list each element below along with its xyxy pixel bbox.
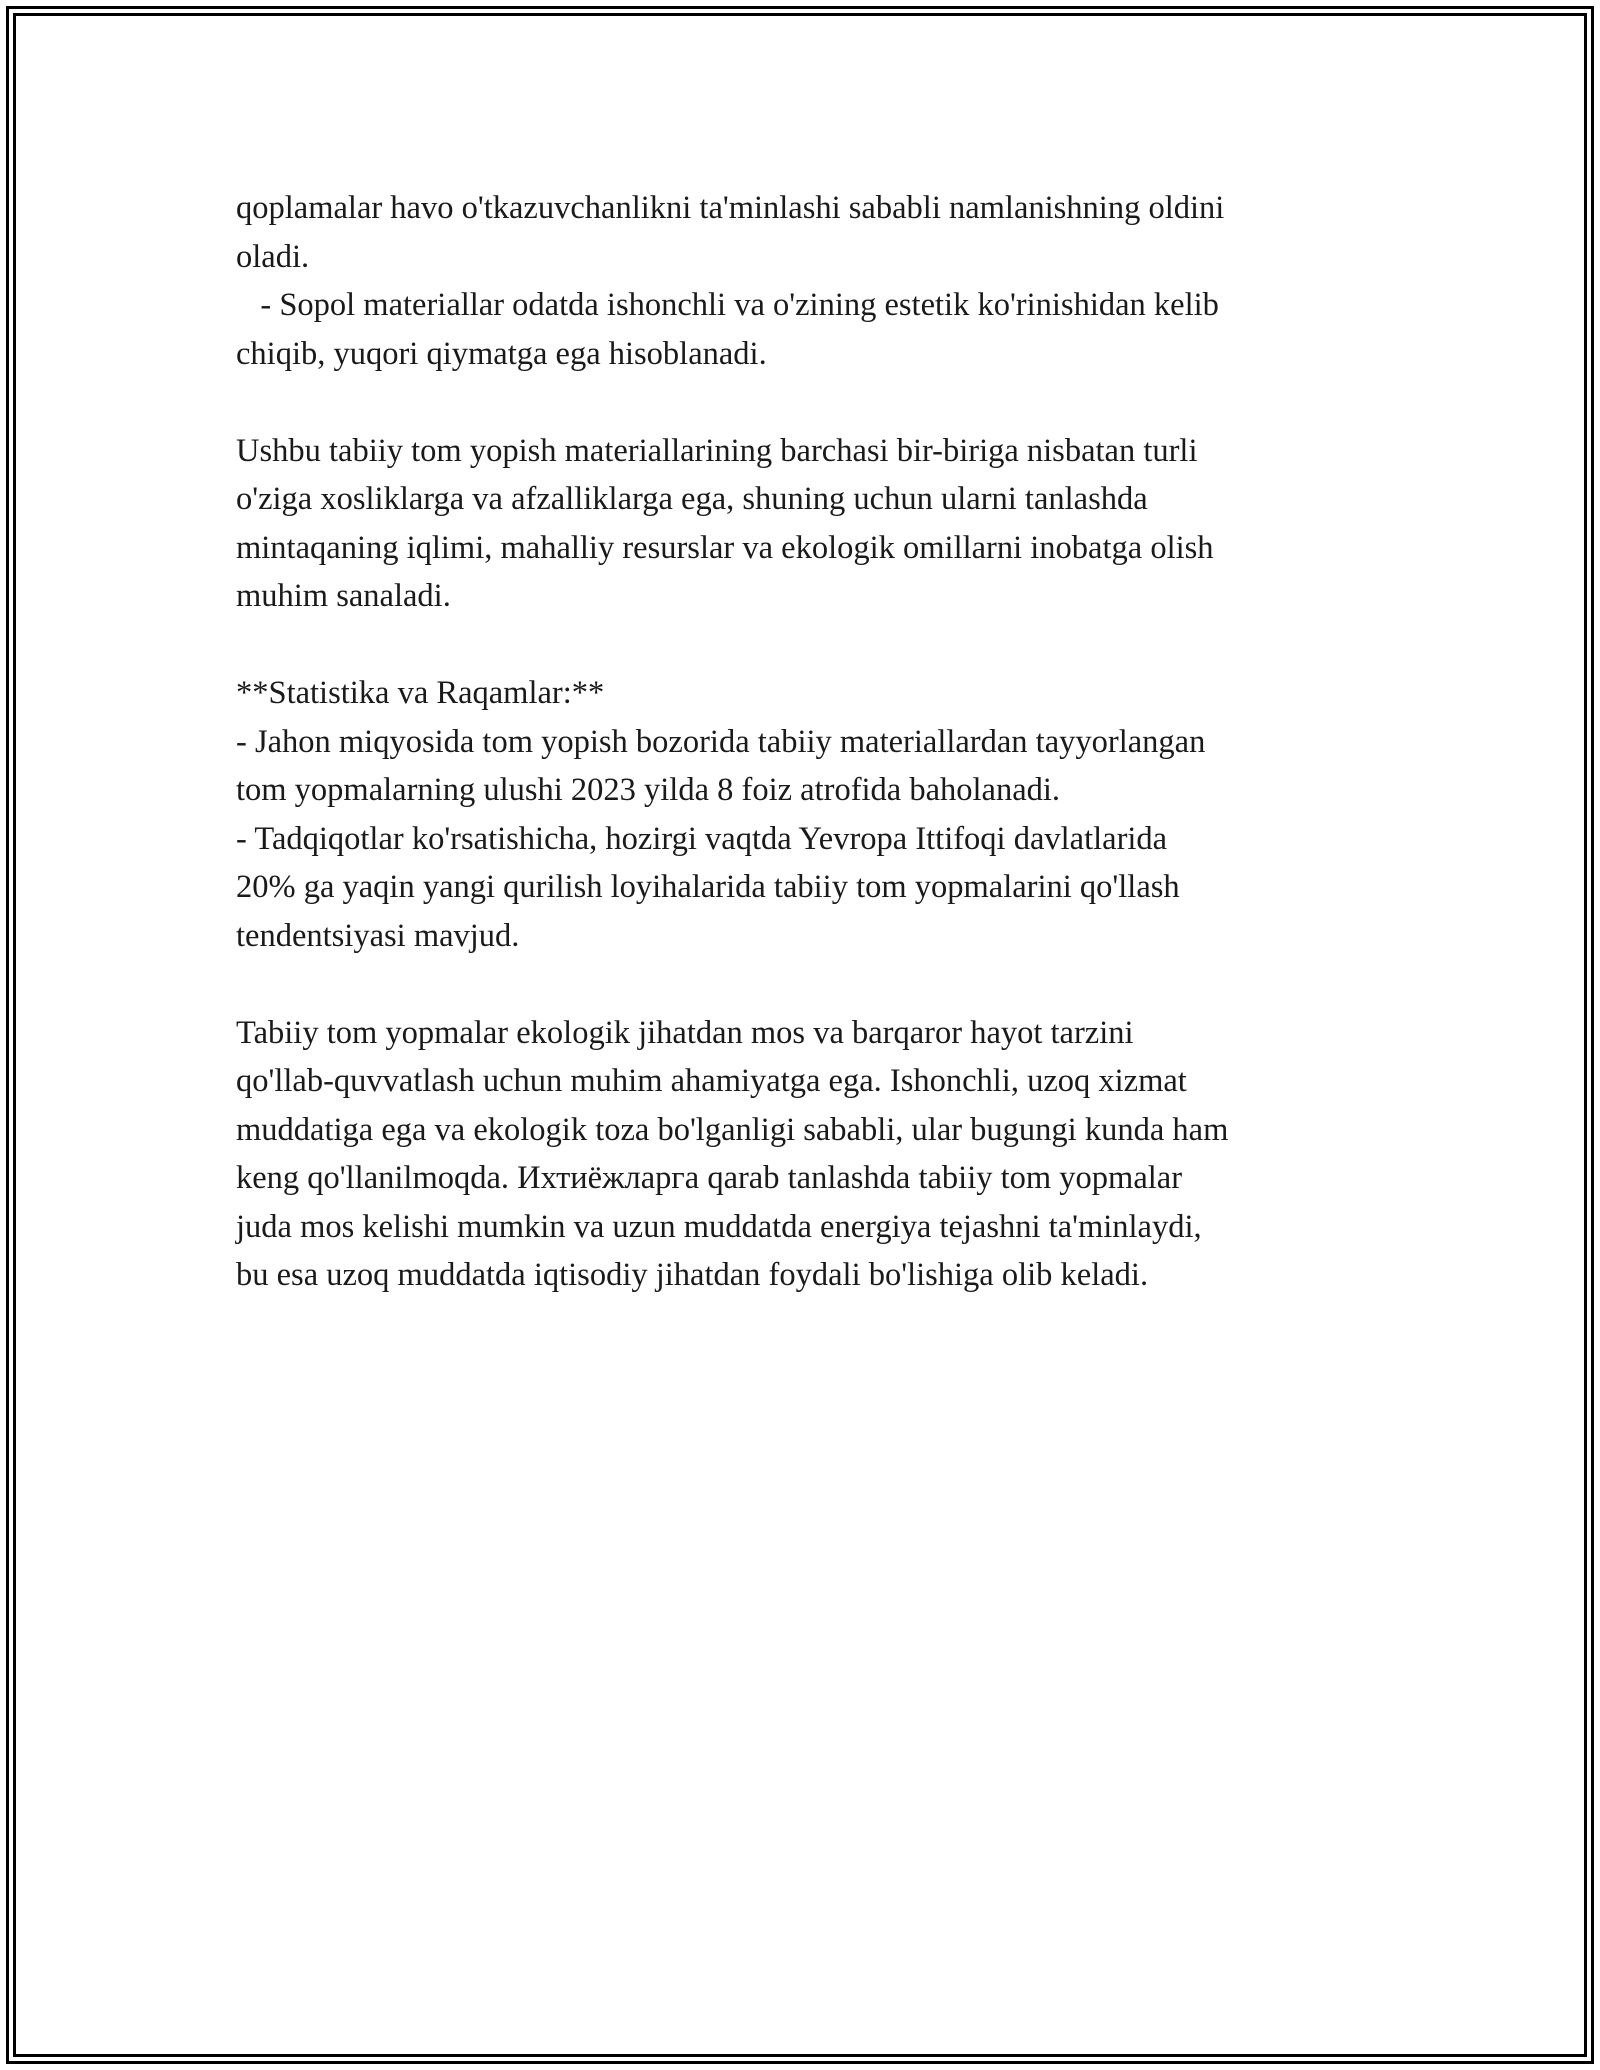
text-line: chiqib, yuqori qiymatga ega hisoblanadi.: [236, 335, 767, 372]
summary-line: muhim sanaladi.: [236, 578, 451, 614]
statistics-heading: **Statistika va Raqamlar:**: [236, 675, 605, 711]
paragraph-gap: [236, 960, 1366, 1009]
statistics-line: tendentsiyasi mavjud.: [236, 917, 520, 954]
summary-line: Ushbu tabiiy tom yopish materiallarining barchasi bir-biriga nisbatan turli: [236, 432, 1198, 469]
summary-line: mintaqaning iqlimi, mahalliy resurslar va ekologik omillarni inobatga olish: [236, 529, 1214, 566]
conclusion-line: keng qo'llanilmoqda. Ихтиёжларга qarab tanlashda tabiiy tom yopmalar: [236, 1160, 1183, 1196]
conclusion-line: juda mos kelishi mumkin va uzun muddatda energiya tejashni ta'minlaydi,: [236, 1208, 1202, 1245]
statistics-line: 20% ga yaqin yangi qurilish loyihalarida tabiiy tom yopmalarini qo'llash: [236, 869, 1180, 905]
conclusion-line: muddatiga ega va ekologik toza bo'lganligi sababli, ular bugungi kunda ham: [236, 1111, 1229, 1148]
text-line: oladi.: [236, 238, 310, 275]
statistics-line: - Tadqiqotlar ko'rsatishicha, hozirgi vaqtda Yevropa Ittifoqi davlatlarida: [236, 820, 1168, 857]
summary-line: o'ziga xosliklarga va afzalliklarga ega, shuning uchun ularni tanlashda: [236, 481, 1148, 517]
paragraph-gap: [236, 621, 1366, 670]
conclusion-line: qo'llab-quvvatlash uchun muhim ahamiyatga ega. Ishonchli, uzoq xizmat: [236, 1063, 1187, 1099]
conclusion-line: Tabiiy tom yopmalar ekologik jihatdan mos va barqaror hayot tarzini: [236, 1014, 1134, 1051]
statistics-line: - Jahon miqyosida tom yopish bozorida tabiiy materiallardan tayyorlangan: [236, 723, 1206, 760]
document-body: [236, 184, 1366, 1300]
conclusion-line: bu esa uzoq muddatda iqtisodiy jihatdan foydali bo'lishiga olib keladi.: [236, 1257, 1149, 1293]
text-line: - Sopol materiallar odatda ishonchli va o'zining estetik ko'rinishidan kelib: [236, 287, 1219, 323]
statistics-line: tom yopmalarning ulushi 2023 yilda 8 foiz atrofida baholanadi.: [236, 772, 1061, 808]
text-line: qoplamalar havo o'tkazuvchanlikni ta'minlashi sababli namlanishning oldini: [236, 190, 1225, 226]
paragraph-gap: [236, 378, 1366, 427]
